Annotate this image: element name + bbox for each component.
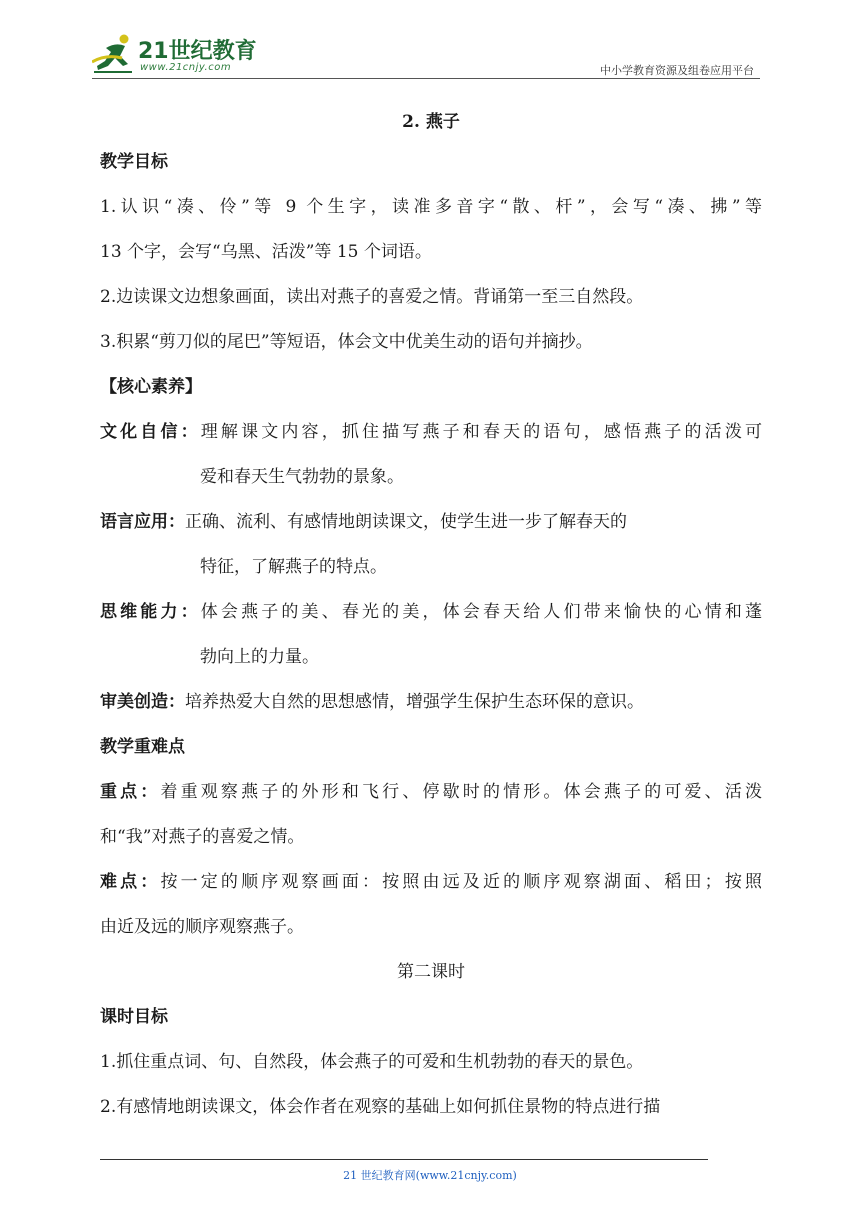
lesson-title: 2. 燕子: [402, 112, 460, 132]
header-divider: [92, 78, 760, 79]
runner-logo-icon: [92, 32, 138, 76]
lesson-goal-1: 1.抓住重点词、句、自然段，体会燕子的可爱和生机勃勃的春天的景色。: [100, 1052, 644, 1072]
logo-url: www.21cnjy.com: [140, 62, 232, 73]
thinking-text-1: 体会燕子的美、春光的美，体会春天给人们带来愉快的心情和蓬: [200, 602, 762, 622]
thinking-text-2: 勃向上的力量。: [200, 647, 319, 667]
culture-text-2: 爱和春天生气勃勃的景象。: [200, 467, 404, 487]
site-logo: [92, 32, 262, 76]
platform-title: 中小学教育资源及组卷应用平台: [600, 64, 754, 77]
lesson-goals-heading: 课时目标: [100, 1007, 168, 1027]
logo-text: 21世纪教育: [138, 39, 257, 64]
difficulty-label: 难点：: [100, 872, 161, 892]
footer-divider: [100, 1159, 708, 1160]
difficulty-line-1: [100, 860, 762, 905]
language-text-1: 正确、流利、有感情地朗读课文，使学生进一步了解春天的: [185, 512, 627, 532]
key-text-2: 和“我”对燕子的喜爱之情。: [100, 827, 305, 847]
teaching-goals-heading: 教学目标: [100, 152, 168, 172]
core-literacy-heading: 【核心素养】: [100, 377, 202, 397]
difficulty-text-2: 由近及远的顺序观察燕子。: [100, 917, 304, 937]
key-points-heading: 教学重难点: [100, 737, 185, 757]
language-text-2: 特征，了解燕子的特点。: [200, 557, 387, 577]
key-line-1: [100, 770, 762, 815]
culture-line-1: [100, 410, 762, 455]
aesthetic-line-1: [100, 680, 762, 725]
aesthetic-text-1: 培养热爱大自然的思想感情，增强学生保护生态环保的意识。: [185, 692, 644, 712]
goal-1-line-2: 13 个字，会写“乌黑、活泼”等 15 个词语。: [100, 242, 432, 262]
key-text-1: 着重观察燕子的外形和飞行、停歇时的情形。体会燕子的可爱、活泼: [160, 782, 762, 802]
lesson-goal-2: 2.有感情地朗读课文，体会作者在观察的基础上如何抓住景物的特点进行描: [100, 1097, 661, 1117]
difficulty-text-1: 按一定的顺序观察画面：按照由远及近的顺序观察湖面、稻田；按照: [160, 872, 762, 892]
thinking-label: 思维能力：: [100, 602, 201, 622]
goal-2: 2.边读课文边想象画面，读出对燕子的喜爱之情。背诵第一至三自然段。: [100, 287, 644, 307]
aesthetic-label: 审美创造：: [100, 692, 185, 712]
thinking-line-1: [100, 590, 762, 635]
document-body: [100, 104, 762, 1130]
goal-3: 3.积累“剪刀似的尾巴”等短语，体会文中优美生动的语句并摘抄。: [100, 332, 593, 352]
footer-text: 21 世纪教育网(www.21cnjy.com): [343, 1169, 517, 1182]
language-line-1: [100, 500, 762, 545]
key-label: 重点：: [100, 782, 161, 802]
page-header: [0, 0, 860, 80]
goal-1-line-1: 1.认识“凑、伶”等 9 个生字，读准多音字“散、杆”，会写“凑、拂”等: [100, 197, 762, 217]
lesson-period: 第二课时: [397, 962, 465, 982]
culture-text-1: 理解课文内容，抓住描写燕子和春天的语句，感悟燕子的活泼可: [200, 422, 762, 442]
language-label: 语言应用：: [100, 512, 185, 532]
culture-label: 文化自信：: [100, 422, 201, 442]
